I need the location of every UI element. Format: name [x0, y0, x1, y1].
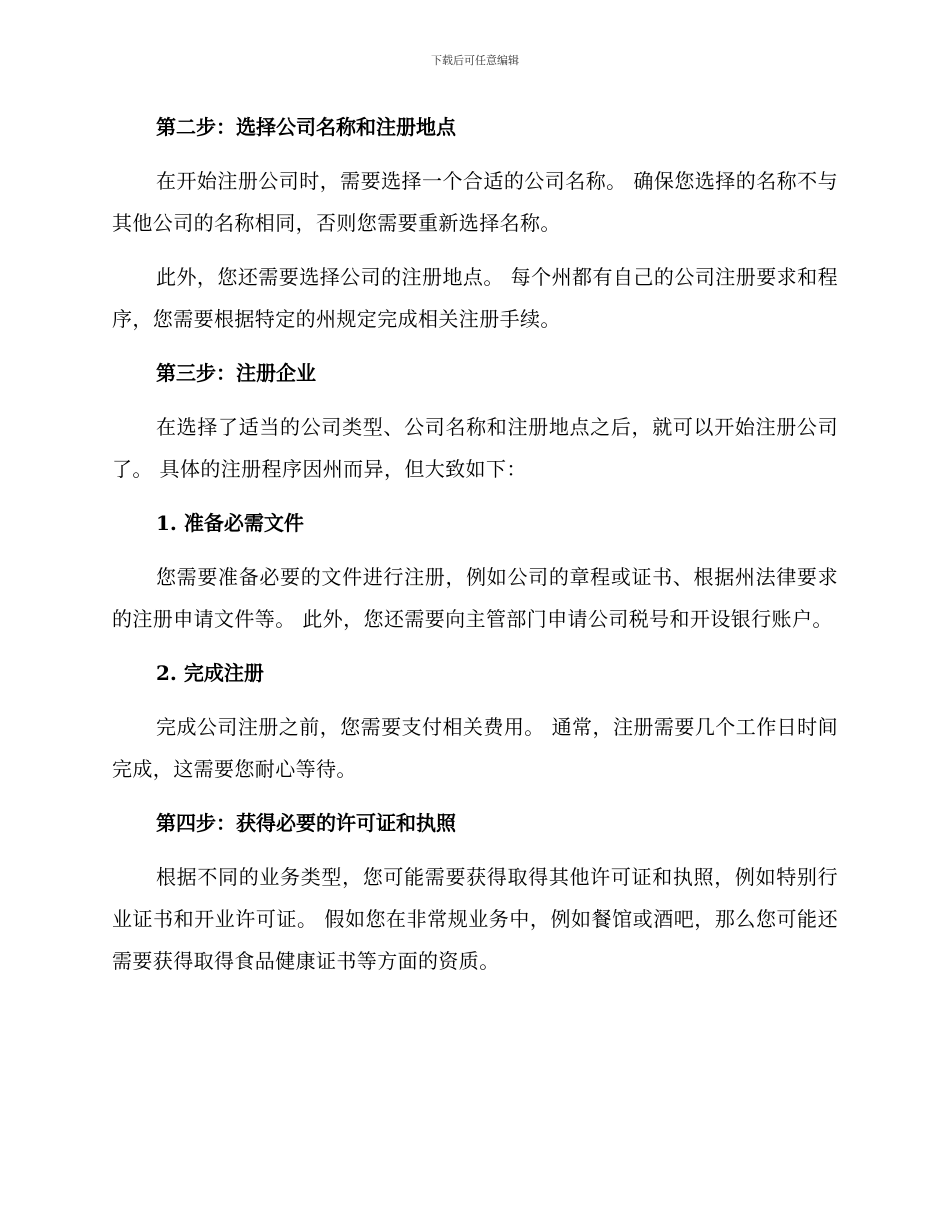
page-header: 下载后可任意编辑	[431, 54, 519, 67]
substep2-heading: 2. 完成注册	[156, 661, 264, 685]
substep2-paragraph: 完成公司注册之前，您需要支付相关费用。 通常，注册需要几个工作日时间完成，这需要您耐心等待。	[112, 715, 838, 781]
substep1-heading: 1. 准备必需文件	[156, 511, 304, 535]
step2-paragraph-2: 此外，您还需要选择公司的注册地点。 每个州都有自己的公司注册要求和程序，您需要根据特定的州规定完成相关注册手续。	[112, 265, 838, 331]
step4-paragraph: 根据不同的业务类型，您可能需要获得取得其他许可证和执照，例如特别行业证书和开业许可证。 假如您在非常规业务中，例如餐馆或酒吧，那么您可能还需要获得取得食品健康证书等方面的资质。	[112, 865, 838, 973]
step4-heading: 第四步：获得必要的许可证和执照	[156, 811, 456, 835]
step2-paragraph-1: 在开始注册公司时，需要选择一个合适的公司名称。 确保您选择的名称不与其他公司的名称相同，否则您需要重新选择名称。	[112, 169, 838, 235]
substep1-paragraph: 您需要准备必要的文件进行注册，例如公司的章程或证书、根据州法律要求的注册申请文件等。 此外，您还需要向主管部门申请公司税号和开设银行账户。	[112, 565, 838, 631]
step3-paragraph-1: 在选择了适当的公司类型、公司名称和注册地点之后，就可以开始注册公司了。 具体的注册程序因州而异，但大致如下：	[112, 415, 838, 481]
step3-heading: 第三步：注册企业	[156, 361, 316, 385]
step2-heading: 第二步：选择公司名称和注册地点	[156, 115, 456, 139]
document-body	[112, 106, 838, 982]
